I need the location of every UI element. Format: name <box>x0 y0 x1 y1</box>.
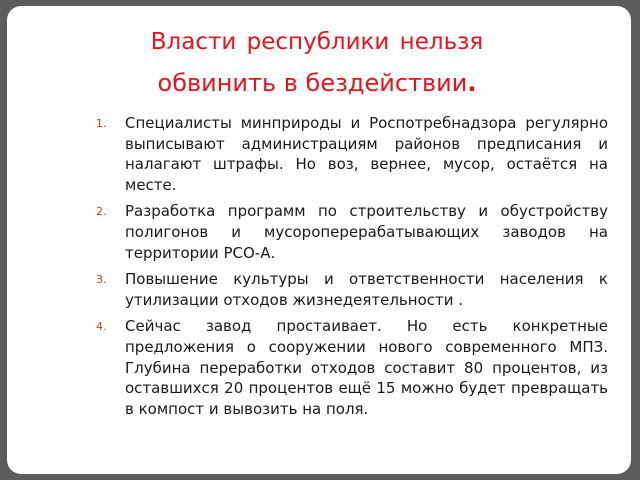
slide-title-line-2: обвинить в бездействии <box>157 69 468 97</box>
list-item-2 <box>96 201 608 263</box>
list-item-text: Сейчас завод простаивает. Но есть конкретные предложения о сооружении нового современного МПЗ. Глубина переработки отходов составит 80 процентов, из оставшихся 20 процентов ещё 15 можно будет превращать в компост и вывозить на поля. <box>125 317 608 418</box>
list-item-text: Разработка программ по строительству и обустройству полигонов и мусороперерабатывающих заводов на территории РСО-А. <box>125 202 608 262</box>
list-item-4 <box>96 316 608 419</box>
slide-title-period: . <box>467 69 477 97</box>
list-item-text: Специалисты минприроды и Роспотребнадзора регулярно выписывают администрациям районов предписания и налагают штрафы. Но воз, вернее, мусор, остаётся на месте. <box>125 114 608 194</box>
list-item-number: 4. <box>96 320 107 334</box>
numbered-list <box>96 113 608 425</box>
list-item-number: 3. <box>96 273 107 287</box>
slide-title-line-1: Власти республики нельзя <box>150 29 484 55</box>
slide-panel <box>7 6 631 474</box>
slide-title <box>47 22 587 104</box>
list-item-number: 2. <box>96 205 107 219</box>
list-item-text: Повышение культуры и ответственности населения к утилизации отходов жизнедеятельности . <box>125 270 608 309</box>
slide-title-line-2-wrap <box>47 63 587 104</box>
list-item-1 <box>96 113 608 195</box>
list-item-3 <box>96 269 608 310</box>
list-item-number: 1. <box>96 117 107 130</box>
